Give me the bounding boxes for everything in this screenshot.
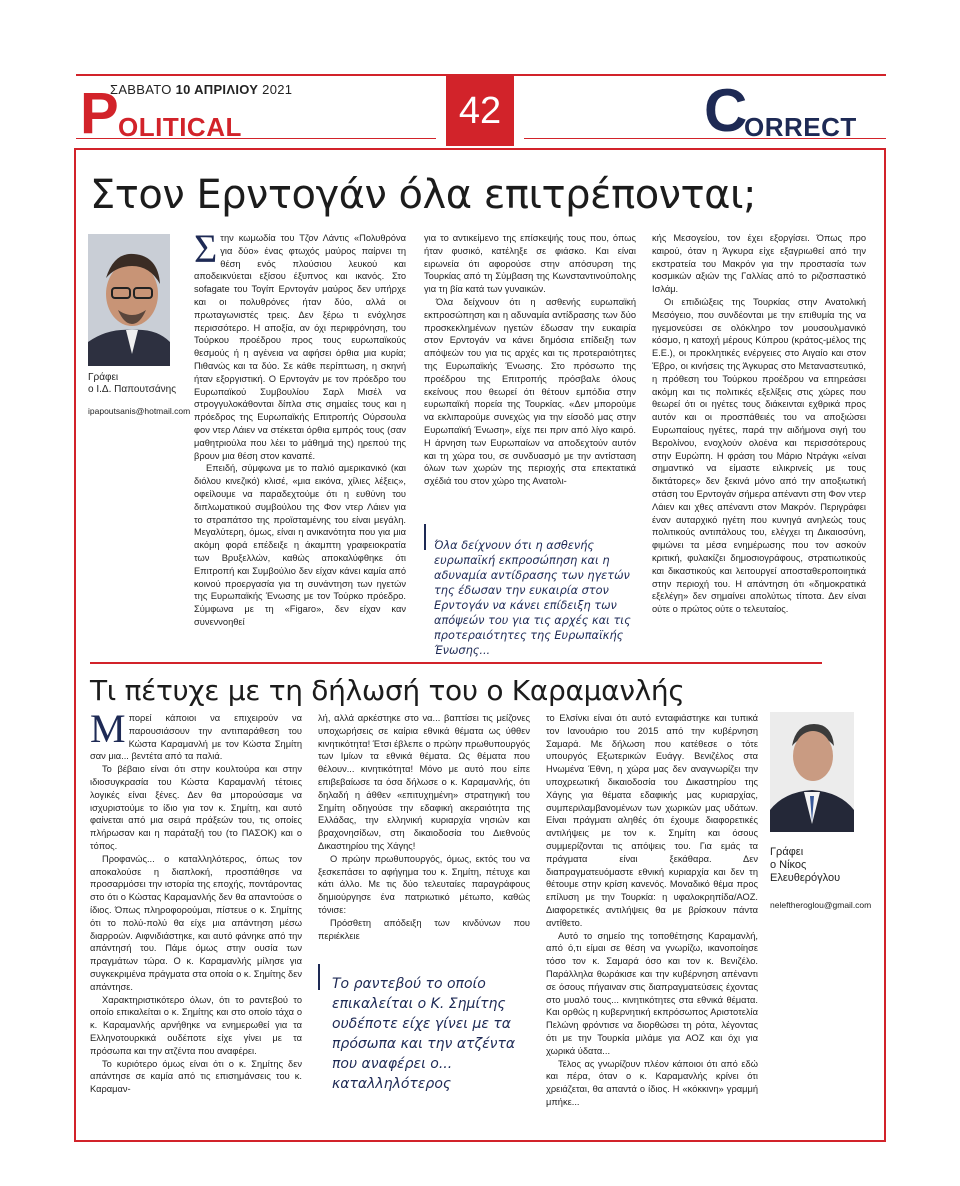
author1-photo — [88, 234, 170, 366]
article1-column-1: Στην κωμωδία του Τζον Λάντις «Πολυθρόνα για δύο» ένας φτωχός μαύρος παίρνει τη θέση ενός πλούσιου λευκού και αποδεικνύεται εξίσου έξυπνος και ικανός. Στο sofagate του Τογίπ Ερντογάν μαύρος δεν υπήρχε και οι πολυθρόνες ήταν δύο, αλλά οι πρωταγωνιστές τρεις. Δεν ξέρω τι ενόχλησε περισσότερο. Η αποξία, αν όχι περιφρόνηση, του Τούρκου προέδρου προς τους ευρωπαϊκούς θεσμούς ή η αγένεια να αφήσει όρθια μια κυρία; Πιθανώς και τα δύο. Σε κάθε περίπτωση, η σκηνή ήταν εξοργιστική. Ο Ερντογάν με τον πρόεδρο του Ευρωπαϊκού Συμβουλίου Σαρλ Μισέλ να στρογγυλοκάθονται δίπλα στις σημαίες τους και η πρόεδρος της Ευρωπαϊκής Επιτροπής Ούρσουλα φον ντερ Λάιεν να στέκεται όρθια εμπρός τους (σαν μαθητριούλα που λέει το μάθημά της) ηρεπού της βρουν μια θέση στον καναπέ. Επειδή, σύμφωνα με το παλιό αμερικανικό (και διόλου κινεζικό) κλισέ, «μια εικόνα, χίλιες λέξεις», οφείλουμε να παραδεχτούμε ότι η ευθύνη του διπλωματικού συμβούλου της Φον ντερ Λάιεν για το στραπάτσο της προϊσταμένης του είναι μεγάλη. Μεγαλύτερη, όμως, είναι η ανικανότητα που για μια ακόμη φορά επέδειξε η άκαμπτη γραφειοκρατία των Βρυξελλών, καθώς αποκαλύφθηκε ότι Επιτροπή και Συμβούλιο δεν είχαν κάνει καμία από κοινού προεργασία για τη συνάντηση των ηγετών της Ευρωπαϊκής Ένωσης με τον Τούρκο πρόεδρο. Σύμφωνα με τη «Figaro», δεν είχαν καν συνεννοηθεί — [194, 226, 406, 627]
article1-column-3: κής Μεσογείου, τον έχει εξοργίσει. Όπως προ καιρού, όταν η Άγκυρα είχε εξαγριωθεί από την εκστρατεία του Μακρόν για την προστασία των κοσμικών αξιών της Γαλλίας από το ριζοσπαστικό Ισλάμ. Οι επιδιώξεις της Τουρκίας στην Ανατολική Μεσόγειο, που συνδέονται με την επιθυμία της να ηγεμονεύσει σε ολόκληρο τον μουσουλμανικό κόσμο, η κατοχή μέρους Κύπρου (κράτος-μέλος της Ε.Ε.), οι προκλητικές ενέργειες στο Αιγαίο και στον Έβρο, οι κινήσεις της Άγκυρας στο Μεταναστευτικό, η πρόθεση του Τούρκου προέδρου να επηρεάσει ακόμη και τις πολιτικές εξελίξεις στις χώρες που θεωρεί ότι οι ηγέτες τους διάκεινται εχθρικά προς αυτόν και οι προσπάθειές του να αποξιώσει Ευρωπαίους ηγέτες, παρά την αιδήμονα σιγή του Βερολίνου, ενοχλούν ολοένα και περισσότερους στην Ευρώπη. Η φράση του Μάριο Ντράγκι «είναι σημαντικό να είμαστε ειλικρινείς με τους δικτάτορες» δεν ξεκινά μόνο από την αποξιωτική στάση του Ερντογάν σήμερα απέναντι στη Φον ντερ Λάιεν και χθες απέναντι στον Μακρόν. Περιγράφει έναν αυταρχικό ηγέτη που κυνηγά ανηλεώς τους πολιτικούς αντιπάλους του, ελέγχει τη Δικαιοσύνη, φιμώνει τα μέσα ενημέρωσης που τον ασκούν κριτική, φυλακίζει δημοσιογράφους, στρατιωτικούς και δικαστικούς και λειτουργεί αποσταθεροποιητικά στην περιοχή του. Η απάντηση ότι «δημοκρατικά εξελέγη» δεν σημαίνει απολύτως τίποτα. Δεν είναι ούτε ο πρώτος ούτε ο τελευταίος. — [652, 233, 866, 615]
article1-dropcap: Σ — [194, 226, 218, 271]
article2-pull-quote: Το ραντεβού το οποίο επικαλείται ο Κ. Σημίτης ουδέποτε είχε γίνει με τα πρόσωπα και την ατζέντα που αναφέρει ο... καταλληλότερος — [318, 964, 530, 1134]
correct-logo — [704, 77, 888, 144]
article-divider — [90, 662, 822, 664]
article2-column-1: Μπορεί κάποιοι να επιχειρούν να παρουσιάσουν την αντιπαράθεση του Κώστα Καραμανλή με τον Κώστα Σημίτη σαν μια... βεντέτα από τα παλιά. Το βέβαιο είναι ότι στην κουλτούρα και στην ιδιοσυγκρασία του Κώστα Καραμανλή τέτοιες λογικές είναι ξένες. Δεν θα μπορούσαμε να ισχυριστούμε το ίδιο για τον κ. Σημίτη, και αυτό φαίνεται από μια σειρά πράξεών του, τις οποίες πλήρωσαν και η παράταξή του (το ΠΑΣΟΚ) και ο τόπος. Προφανώς... ο καταλληλότερος, όπως τον αποκαλούσε η διαπλοκή, προσπάθησε να προσαρμόσει την ιστορία της εποχής, ποντάροντας στο ότι ο Κώστας Καραμανλής δεν θα απαντούσε ο ίδιος. Όπως πληροφορούμαι, πίστευε ο κ. Σημίτης ότι το πολύ-πολύ θα είχε μια απάντηση μέσω διαρροών. Αιφνιδιάστηκε, και αυτό φάνηκε από την απάντησή του. Πάμε όμως στην ουσία των πραγμάτων τώρα. Ο κ. Καραμανλής μίλησε για συγκεκριμένα πράγματα στα οποία ο κ. Σημίτης δεν απάντησε. Χαρακτηριστικότερο όλων, ότι το ραντεβού το οποίο επικαλείται ο κ. Σημίτης και στο οποίο τάχα ο κ. Καραμανλής αρνήθηκε να ενημερωθεί για τα Ελληνοτουρκικά ουδέποτε είχε γίνει με τα πρόσωπα και την ατζέντα που αναφέρει. Το κυριότερο όμως είναι ότι ο κ. Σημίτης δεν απάντησε σε καμία από τις επισημάνσεις του κ. Καραμαν- — [90, 706, 302, 1095]
author2-byline: Γράφει ο Νίκος Ελευθερόγλου — [770, 846, 841, 884]
article2-column-3: το Ελσίνκι είναι ότι αυτό ενταφιάστηκε και τυπικά τον Ιανουάριο του 2015 από την κυβέρνηση Σαμαρά. Με δήλωση που κατέθεσε ο τότε υπουργός Εξωτερικών Ευάγγ. Βενιζέλος στα Ηνωμένα Έθνη, η χώρα μας δεν αναγνωρίζει την υποχρεωτική δικαιοδοσία του Δικαστηρίου της Χάγης για θέματα εδαφικής μας κυριαρχίας, συμπεριλαμβανομένων των χωρικών μας υδάτων. Είναι πράγματι αληθές ότι έχουμε διαφορετικές αντιλήψεις με τον κ. Σημίτη και όσους συμμερίζονται τις απόψεις του. Για εμάς τα πράγματα είναι ξεκάθαρα. Δεν διαπραγματευόμαστε εθνική κυριαρχία και δεν τη θέτουμε στην κρίση κανενός. Μοναδικό θέμα προς επίλυση με την Τουρκία: η υφαλοκρηπίδα/ΑΟΖ. Διαφορετικές αντιλήψεις θα με βρίσκουν πάντα αντίθετο. Αυτό το σημείο της τοποθέτησης Καραμανλή, από ό,τι είμαι σε θέση να γνωρίζω, ικανοποίησε τόσο τον κ. Σαμαρά όσο και τον κ. Βενιζέλο. Παράλληλα θωράκισε και την κυβέρνηση απέναντι σε όσους πήγαιναν στις διαπραγματεύσεις έχοντας στο μυαλό τους... κινητικότητες στα εθνικά θέματα. Και ορθώς η κυβερνητική εκπρόσωπος Αριστοτελία Πελώνη φρόντισε να διορθώσει τη ρότα, λέγοντας ότι με την Τουρκία μιλάμε για ΑΟΖ και όχι για χωρικά ύδατα... Τέλος ας γνωρίζουν πλέον κάποιοι ότι από εδώ και πέρα, όταν ο κ. Καραμανλής κρίνει ότι χρειάζεται, θα απαντά ο ίδιος. Η «κόκκινη» γραμμή μπήκε... — [546, 713, 758, 1107]
page-number: 42 — [446, 76, 514, 146]
political-logo-initial: P — [80, 81, 119, 146]
article2-dropcap: Μ — [90, 706, 126, 751]
pull-quote-bar — [424, 524, 426, 550]
article1-title: Στον Ερντογάν όλα επιτρέπονται; — [90, 172, 756, 218]
correct-logo-rest: ORRECT — [744, 112, 857, 142]
correct-logo-initial: C — [704, 77, 748, 144]
pull-quote-bar — [318, 964, 320, 990]
article2-column-2: λή, αλλά αρκέστηκε στο να... βαπτίσει τις μείζονες υποχωρήσεις σε καίρια εθνικά θέματα ως ύθθεν κινητικότητα! Έτσι έβλεπε ο πρώην πρωθυπουργός των Ιμίων τα εθνικά θέματα. Ως θέματα που θέλουν... κινητικότητα! Μόνο με αυτό που είπε επιβεβαίωσε τα όσα δήλωσε ο κ. Καραμανλής, ότι δηλαδή η άθθεν «επιτυχημένη» στρατηγική του Σημίτη οδηγούσε την εδαφική ακεραιότητα της Ελλάδας, την ελληνική κυριαρχία νησιών και βραχονησίδων, στη δικαιοδοσία του Διεθνούς Δικαστηρίου της Χάγης! Ο πρώην πρωθυπουργός, όμως, εκτός του να ξεσκεπάσει το αφήγημα του κ. Σημίτη, πέτυχε και κάτι άλλο. Με τις δύο τελευταίες παραγράφους δημιούργησε ένα πατριωτικό μέτωπο, καθώς τόνισε: Πρόσθετη απόδειξη των κινδύνων που περιέκλειε — [318, 713, 530, 941]
author1-email: ipapoutsanis@hotmail.com — [88, 406, 191, 416]
article2-title: Τι πέτυχε με τη δήλωσή του ο Καραμανλής — [90, 674, 685, 707]
author2-photo — [770, 712, 854, 832]
article1-column-2: για το αντικείμενο της επίσκεψής τους που, όπως ήταν φυσικό, κατέληξε σε φιάσκο. Και είναι ειρωνεία ότι αφορούσε στην απόσυρση της Τουρκίας από τη Σύμβαση της Κωνσταντινούπολης για τη βία κατά των γυναικών. Όλα δείχνουν ότι η ασθενής ευρωπαϊκή εκπροσώπηση και η αδυναμία αντίδρασης των δύο προσκεκλημένων ηγετών έδωσαν την ευκαιρία στον Ερντογάν να κάνει δημόσια επίδειξη των απόψεών του για τις αρχές και τις προτεραιότητες της Ευρωπαϊκής Ένωσης. Στο πρόσωπο της προέδρου της Επιτροπής πρόσβαλε όλους εκείνους που θεωρεί ότι θέτουν εμπόδια στην ευρωπαϊκή πορεία της Τουρκίας. «Δεν μπορούμε να εκλιπαρούμε συνεχώς για την είσοδό μας στην Ευρωπαϊκή Ένωση», είχε πει πριν από λίγο καιρό. Η άρνηση των Ευρωπαίων να αποδεχτούν αυτόν και τη χώρα του, σε συνδυασμό με την αντίσταση όλων των χωρών της περιοχής στα επεκτατικά σχέδιά του στον χώρο της Ανατολι- — [424, 233, 636, 487]
author1-byline: Γράφει ο Ι.Δ. Παπουτσάνης — [88, 372, 177, 395]
political-logo-rest: OLITICAL — [118, 112, 242, 142]
issue-date: ΣΑΒΒΑΤΟ 10 ΑΠΡΙΛΙΟΥ 2021 — [110, 82, 293, 97]
author2-email: neleftheroglou@gmail.com — [770, 900, 872, 910]
article1-pull-quote: Όλα δείχνουν ότι η ασθενής ευρωπαϊκή εκπροσώπηση και η αδυναμία αντίδρασης των ηγετών της έδωσαν την ευκαιρία στον Ερντογάν να κάνει επίδειξη των απόψεών του για τις αρχές και τις προτεραιότητες της Ευρωπαϊκής Ένωσης... — [424, 524, 636, 646]
